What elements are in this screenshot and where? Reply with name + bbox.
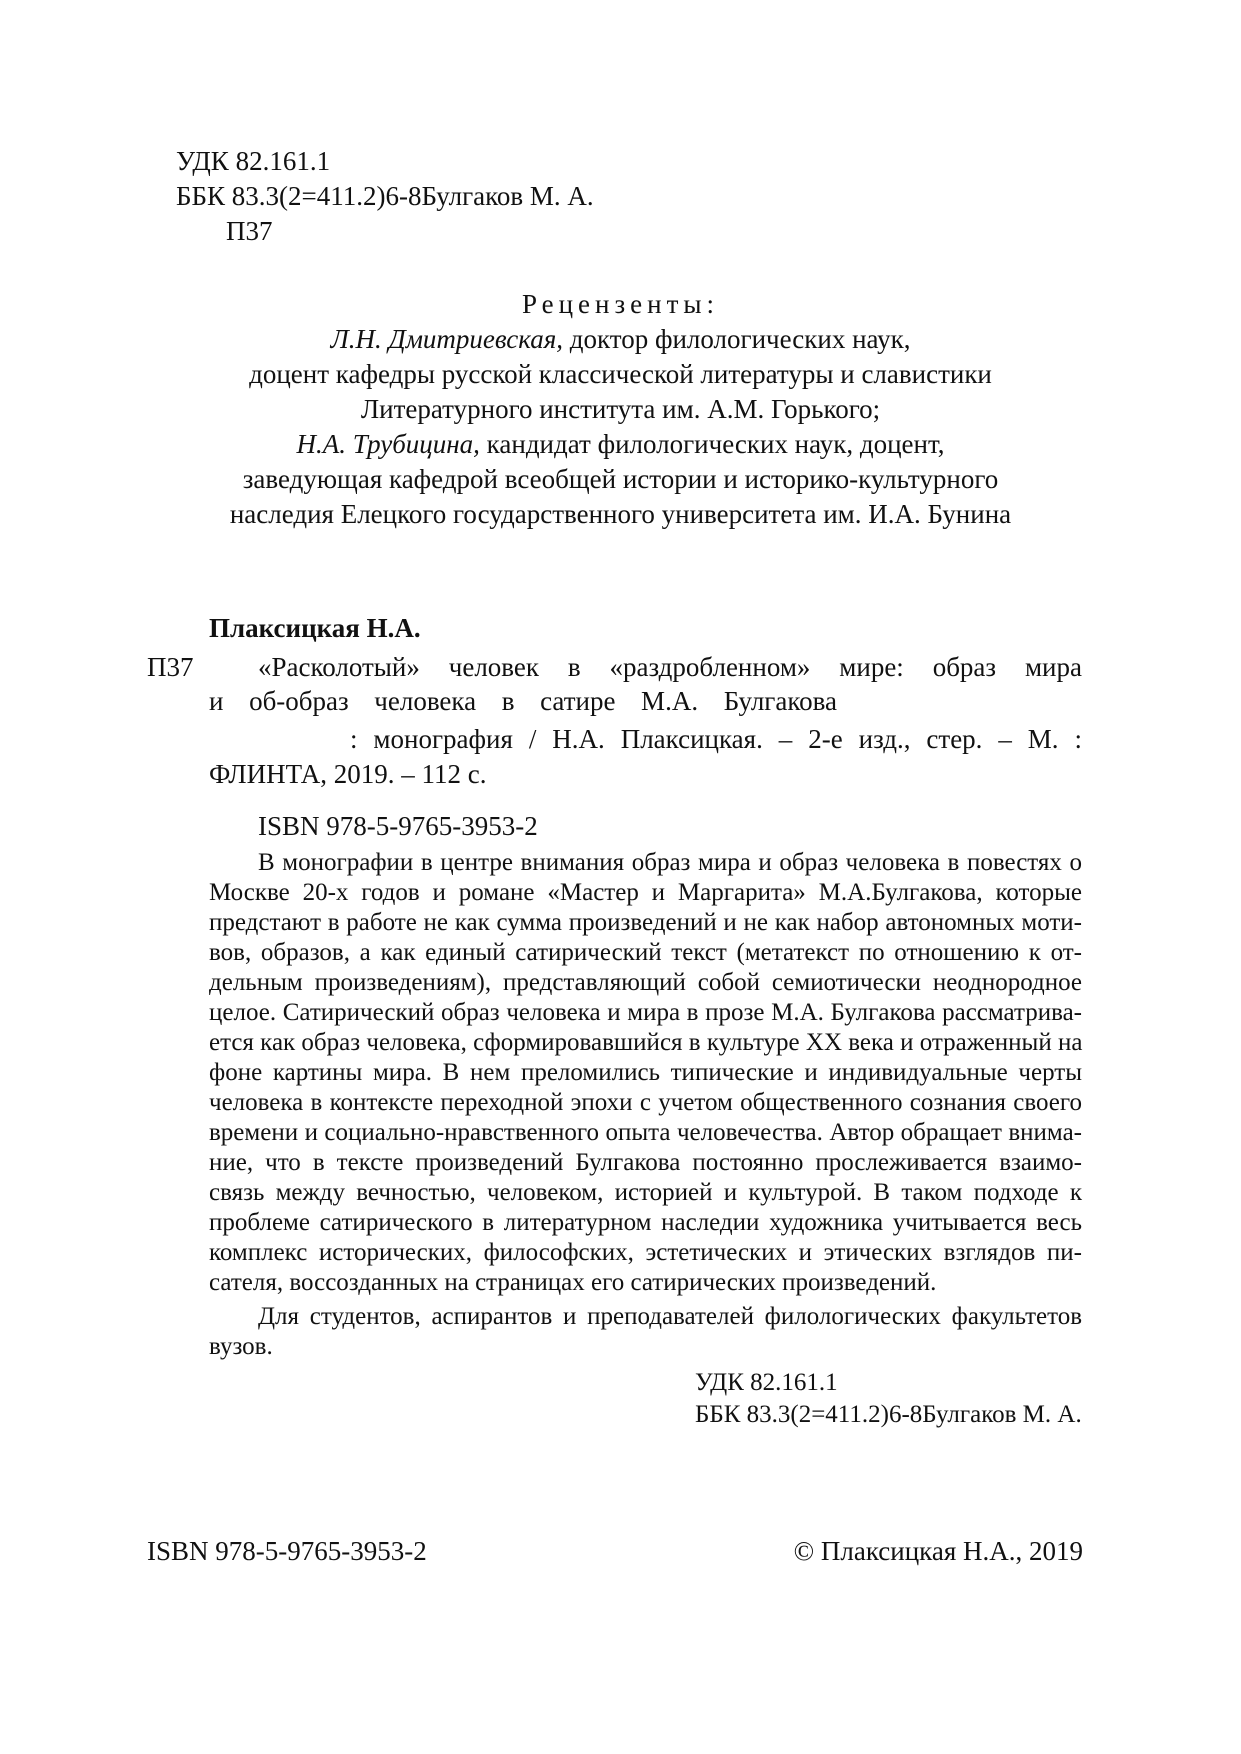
reviewer-1-line-2: доцент кафедры русской классической литературы и славистики bbox=[249, 359, 992, 389]
annotation-line: связь между вечностью, человеком, историей и культурой. В таком подходе к bbox=[209, 1179, 1082, 1206]
annotation-last-line: сателя, воссозданных на страницах его сатирических произведений. bbox=[209, 1269, 937, 1296]
reviewer-1-degree: доктор филологических наук, bbox=[569, 324, 911, 354]
annotation-line: проблеме сатирического в литературном наследии художника учитывается весь bbox=[209, 1209, 1082, 1236]
annotation-line: человека в контексте переходной эпохи с учетом общественного сознания своего bbox=[209, 1089, 1082, 1116]
reviewer-1-name: Л.Н. Дмитриевская, bbox=[330, 324, 564, 354]
record-author: Плаксицкая Н.А. bbox=[209, 613, 421, 643]
header-bbk: ББК 83.3(2=411.2)6-8Булгаков М. А. bbox=[176, 181, 594, 211]
record-publication-line-2: ФЛИНТА, 2019. – 112 с. bbox=[209, 759, 487, 789]
annotation-line: Москве 20-х годов и романе «Мастер и Маргарита» М.А.Булгакова, которые bbox=[209, 879, 1082, 906]
reviewer-1-line-3: Литературного института им. А.М. Горького; bbox=[360, 394, 881, 424]
header-author-code: П37 bbox=[226, 216, 273, 246]
annotation-line: вов, образов, а как единый сатирический текст (метатекст по отношению к от- bbox=[209, 939, 1082, 966]
audience-line-1: Для студентов, аспирантов и преподавателей филологических факультетов bbox=[258, 1303, 1082, 1330]
header-udk: УДК 82.161.1 bbox=[176, 146, 331, 176]
reviewer-2-line-1 bbox=[0, 428, 1241, 460]
annotation-line: В монографии в центре внимания образ мира и образ человека в повестях о bbox=[258, 849, 1082, 876]
footer-bbk: ББК 83.3(2=411.2)6-8Булгаков М. А. bbox=[695, 1401, 1082, 1428]
record-isbn: ISBN 978-5-9765-3953-2 bbox=[258, 811, 538, 841]
annotation-line: предстают в работе не как сумма произведений и не как набор автономных моти- bbox=[209, 909, 1082, 936]
footer-copyright: © Плаксицкая Н.А., 2019 bbox=[793, 1536, 1083, 1566]
reviewer-2-line-2: заведующая кафедрой всеобщей истории и историко-культурного bbox=[242, 464, 999, 494]
annotation-line: целое. Сатирический образ человека и мира в прозе М.А. Булгакова рассматрива- bbox=[209, 999, 1082, 1026]
annotation-line: дельным произведениям), представляющий собой семиотически неоднородное bbox=[209, 969, 1082, 996]
record-code: П37 bbox=[147, 652, 194, 682]
reviewer-2-line-3: наследия Елецкого государственного университета им. И.А. Бунина bbox=[229, 499, 1012, 529]
reviewers-title: Рецензенты: bbox=[521, 289, 720, 319]
annotation-line: комплекс исторических, философских, эстетических и этических взглядов пи- bbox=[209, 1239, 1082, 1266]
audience-line-2: вузов. bbox=[209, 1333, 273, 1360]
reviewer-2-name: Н.А. Трубицина, bbox=[296, 429, 480, 459]
reviewer-1-line-1 bbox=[0, 323, 1241, 355]
record-title-line-2: и об-образ человека в сатире М.А. Булгакова bbox=[209, 686, 837, 716]
reviewer-2-degree: кандидат филологических наук, доцент, bbox=[486, 429, 945, 459]
footer-udk: УДК 82.161.1 bbox=[695, 1369, 838, 1396]
record-title-line-1: «Расколотый» человек в «раздробленном» мире: образ мира bbox=[258, 652, 1082, 682]
annotation-line: времени и социально-нравственного опыта человечества. Автор обращает внима- bbox=[209, 1119, 1082, 1146]
record-publication-line-1: : монография / Н.А. Плаксицкая. – 2-е изд., стер. – М. : bbox=[350, 724, 1082, 754]
annotation-line: фоне картины мира. В нем преломились типические и индивидуальные черты bbox=[209, 1059, 1082, 1086]
footer-isbn: ISBN 978-5-9765-3953-2 bbox=[147, 1536, 427, 1566]
annotation-line: ется как образ человека, сформировавшийся в культуре XX века и отраженный на bbox=[209, 1029, 1083, 1056]
annotation-line: ние, что в тексте произведений Булгакова постоянно прослеживается взаимо- bbox=[209, 1149, 1082, 1176]
